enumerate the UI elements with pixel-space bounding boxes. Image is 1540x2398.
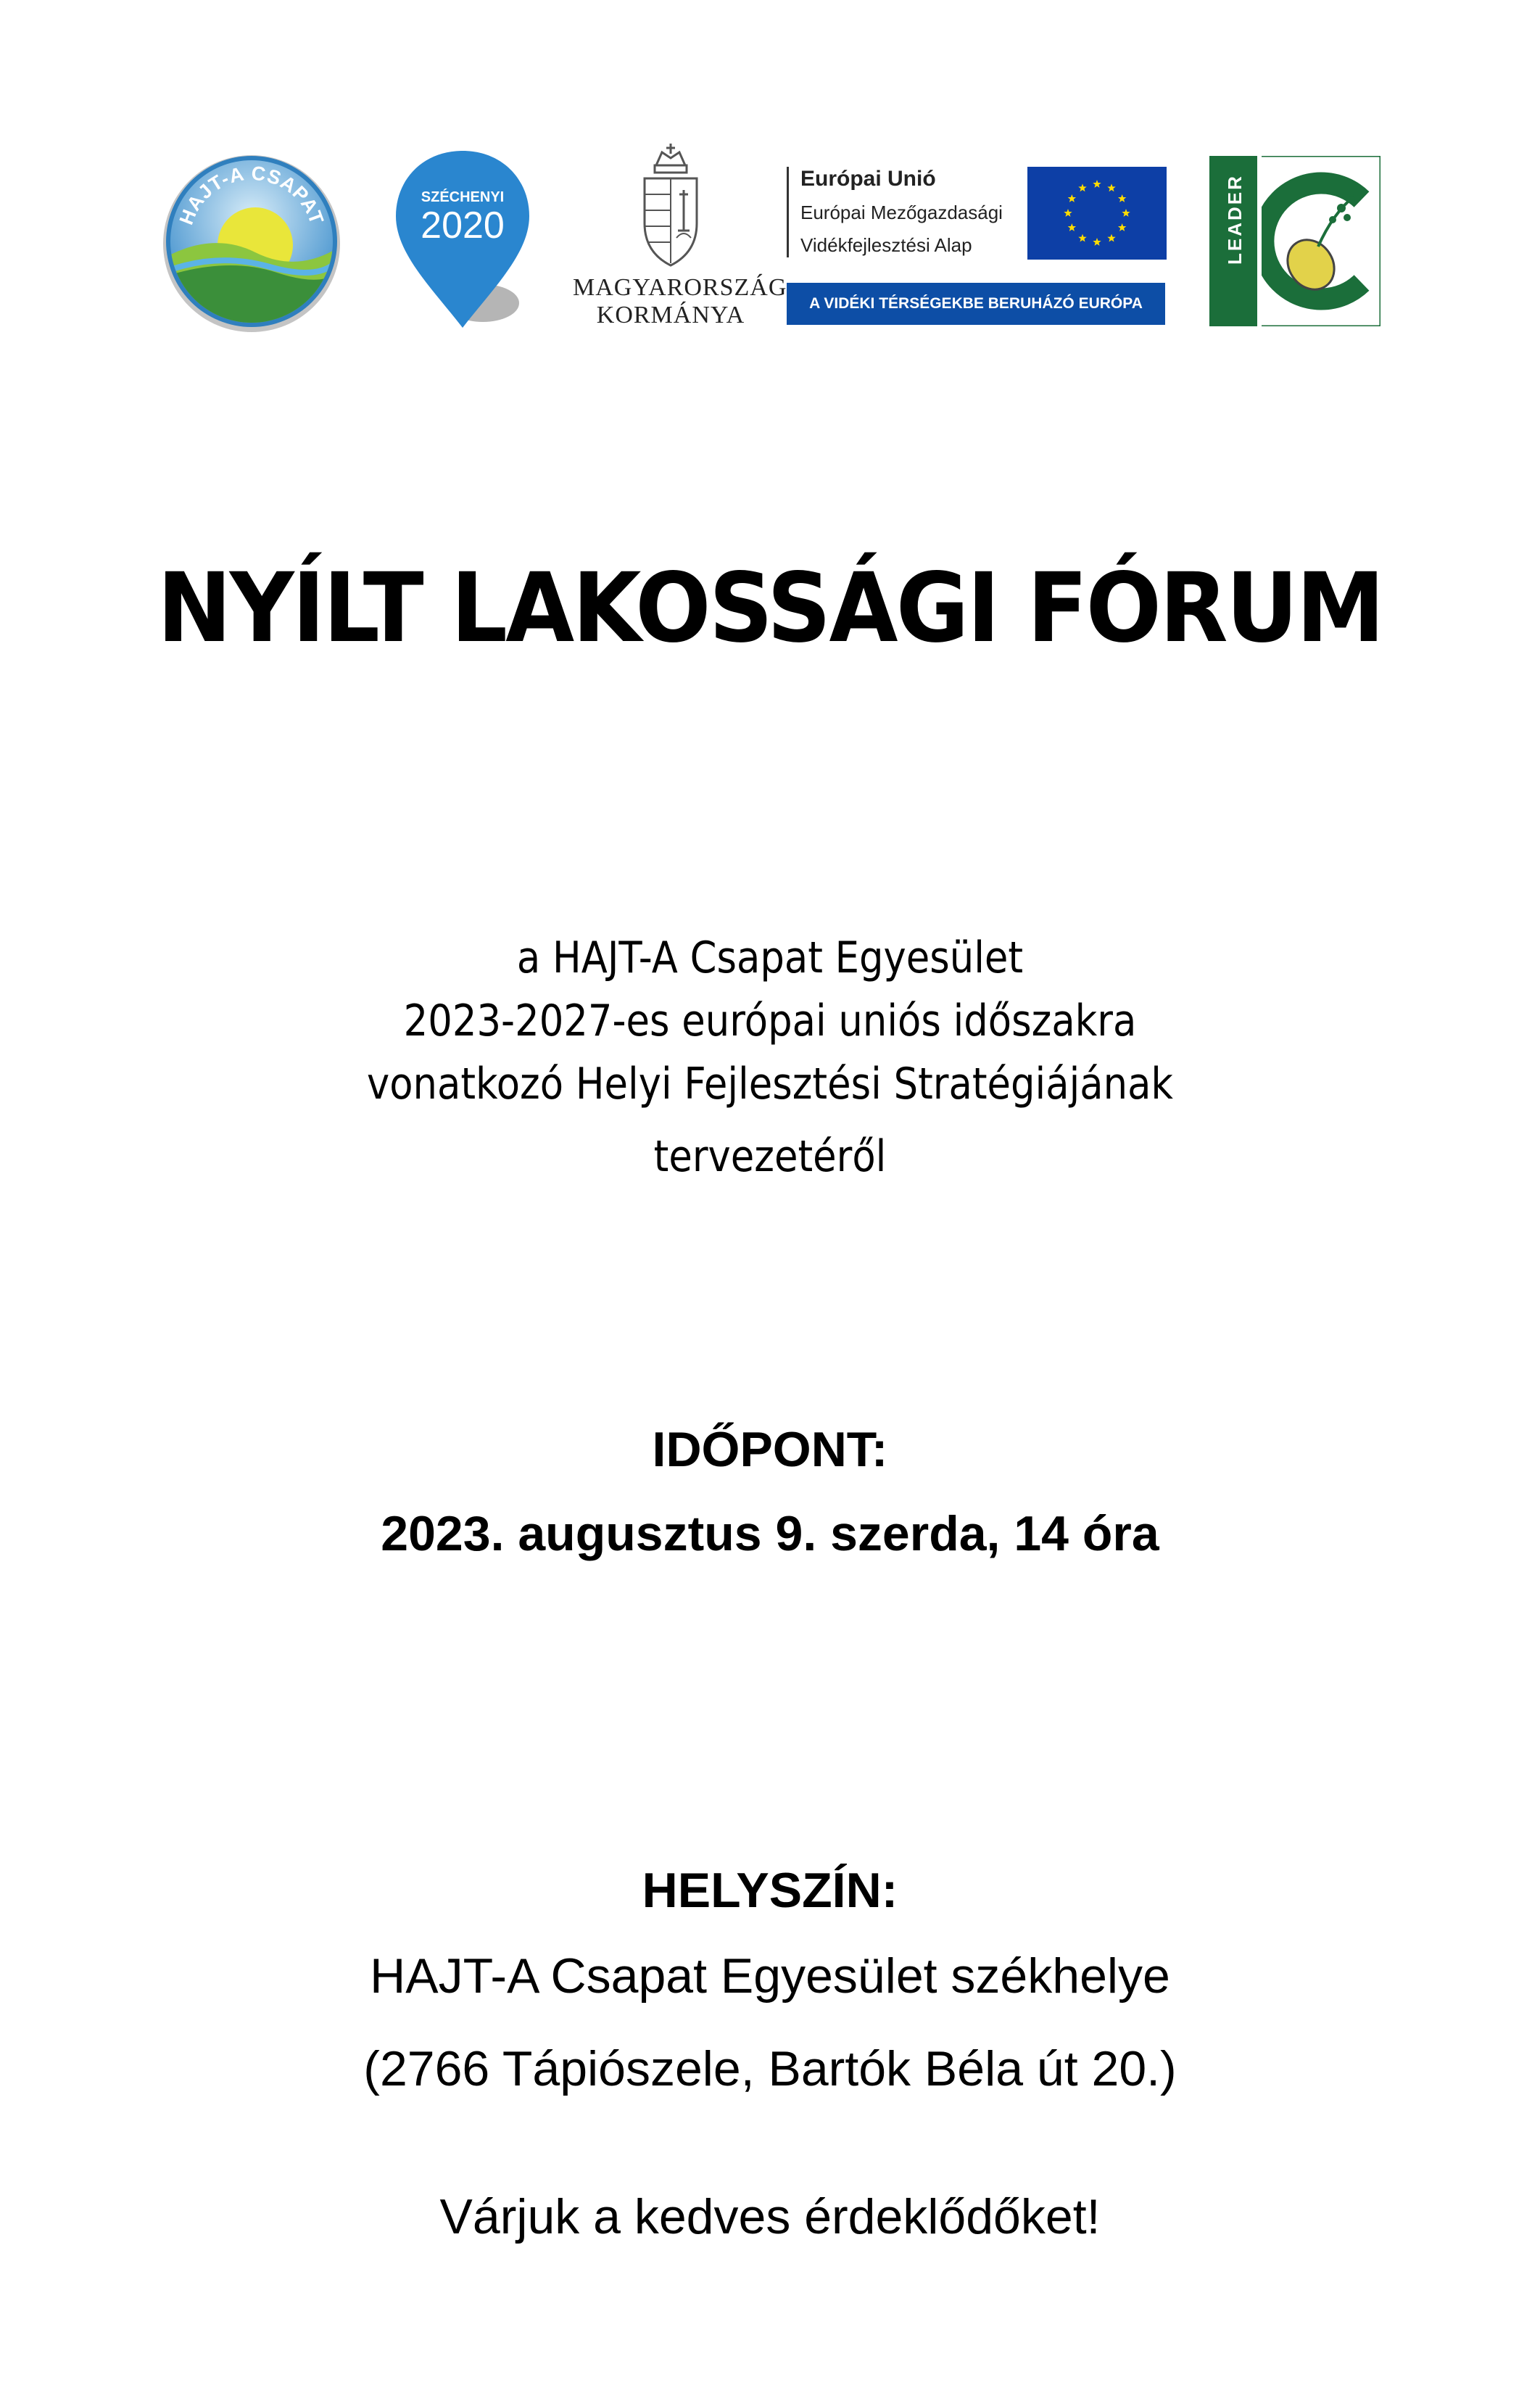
hajta-logo-text: HAJT-A CSAPAT — [175, 162, 328, 228]
hajta-csapat-logo — [161, 151, 342, 332]
hungarian-coat-of-arms-icon — [634, 144, 707, 270]
eu-eafrd-logo — [787, 158, 1167, 328]
date-label: IDŐPONT: — [652, 1422, 888, 1477]
page-title: NYÍLT LAKOSSÁGI FÓRUM — [157, 553, 1383, 664]
leader-logo — [1209, 156, 1380, 326]
intro-line: a HAJT-A Csapat Egyesület — [516, 933, 1024, 983]
place-name: HAJT-A Csapat Egyesület székhelye — [370, 1948, 1170, 2004]
eu-flag-icon — [1027, 167, 1167, 260]
intro-line: vonatkozó Helyi Fejlesztési Stratégiájának — [366, 1059, 1174, 1109]
magyarorszag-kormanya-logo — [573, 144, 787, 334]
eu-line-1: Európai Unió — [800, 167, 936, 191]
eu-text-block — [787, 167, 1003, 257]
place-address: (2766 Tápiószele, Bartók Béla út 20.) — [363, 2041, 1177, 2096]
szechenyi-2020-logo — [390, 145, 535, 335]
kormany-line-2: KORMÁNYA — [596, 302, 745, 328]
place-label: HELYSZÍN: — [642, 1863, 898, 1918]
eu-banner-text: A VIDÉKI TÉRSÉGEKBE BERUHÁZÓ EURÓPA — [787, 283, 1165, 325]
leader-text: LEADER — [1224, 174, 1246, 265]
date-value: 2023. augusztus 9. szerda, 14 óra — [381, 1506, 1159, 1561]
eu-line-2: Európai Mezőgazdasági — [800, 202, 1003, 223]
closing-text: Várjuk a kedves érdeklődőket! — [439, 2189, 1101, 2244]
intro-line: tervezetéről — [653, 1131, 887, 1182]
kormany-line-1: MAGYARORSZÁG — [573, 274, 787, 301]
szechenyi-year-text: 2020 — [421, 204, 505, 247]
eu-line-3: Vidékfejlesztési Alap — [800, 234, 972, 256]
intro-line: 2023-2027-es európai uniós időszakra — [403, 996, 1137, 1046]
szechenyi-top-text: SZÉCHENYI — [421, 189, 505, 205]
